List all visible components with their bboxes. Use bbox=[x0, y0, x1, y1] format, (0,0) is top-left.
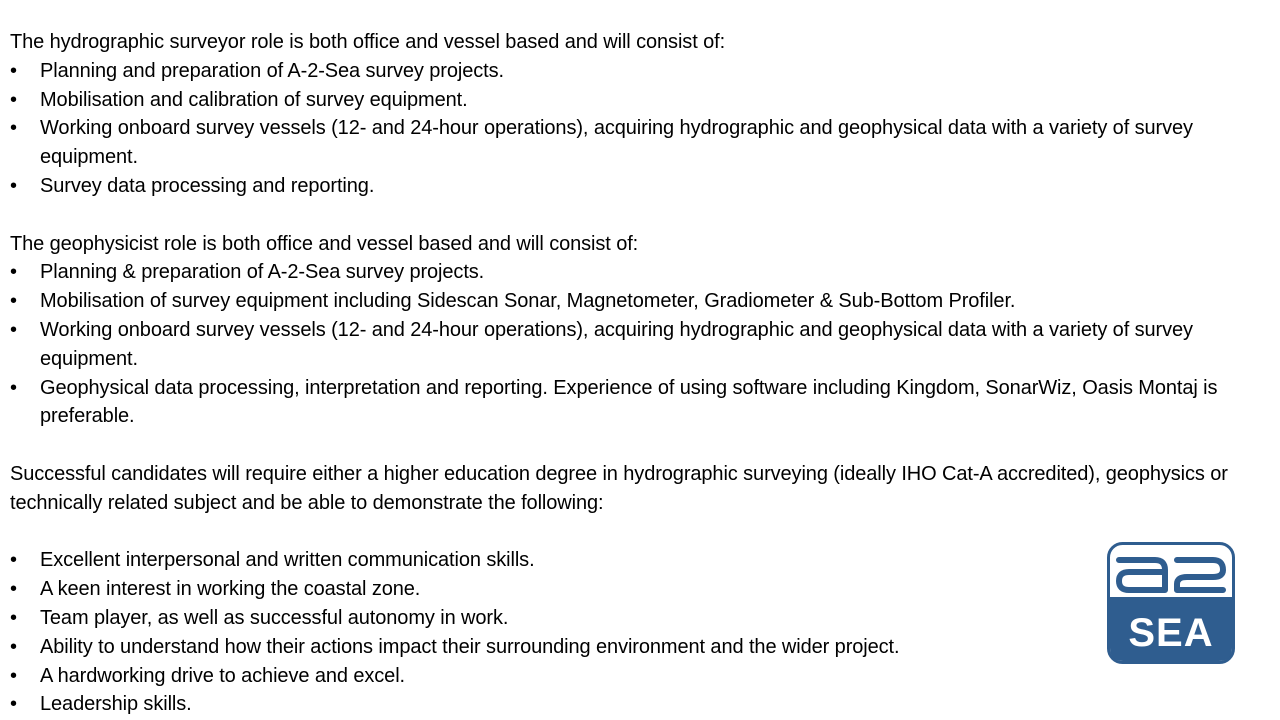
bullet-marker: • bbox=[10, 59, 17, 82]
list-item bbox=[10, 172, 1272, 201]
hydro-intro: The hydrographic surveyor role is both office and vessel based and will consist of: bbox=[10, 31, 726, 53]
list-item-text: A hardworking drive to achieve and excel. bbox=[40, 664, 406, 687]
hydro-bullet-list bbox=[10, 57, 1272, 201]
logo-sea-text: SEA bbox=[1128, 611, 1214, 655]
list-item bbox=[10, 374, 1250, 432]
list-item-text: Excellent interpersonal and written communication skills. bbox=[40, 549, 535, 572]
list-item-text: Mobilisation of survey equipment including Sidescan Sonar, Magnetometer, Gradiometer & Sub-Bottom Profiler. bbox=[40, 290, 1016, 313]
a2-sea-logo bbox=[1107, 542, 1235, 664]
list-item-text: Survey data processing and reporting. bbox=[40, 174, 375, 197]
bullet-marker: • bbox=[10, 635, 17, 658]
list-item bbox=[10, 690, 1130, 719]
list-item bbox=[10, 546, 1130, 575]
list-item bbox=[10, 114, 1250, 172]
bullet-marker: • bbox=[10, 318, 17, 341]
bullet-marker: • bbox=[10, 290, 17, 313]
list-item bbox=[10, 316, 1250, 374]
candidates-bullet-list bbox=[10, 546, 1272, 719]
bullet-marker: • bbox=[10, 117, 17, 140]
list-item-text: Planning and preparation of A-2-Sea survey projects. bbox=[40, 59, 504, 82]
bullet-marker: • bbox=[10, 664, 17, 687]
bullet-marker: • bbox=[10, 606, 17, 629]
list-item bbox=[10, 633, 1130, 662]
bullet-marker: • bbox=[10, 693, 17, 716]
list-item-text: Leadership skills. bbox=[40, 693, 192, 716]
candidates-intro: Successful candidates will require either a higher education degree in hydrographic surveying (ideally IHO Cat-A accredited), geophysics or technically related subject and be able to demonstrate the following: bbox=[10, 462, 1228, 514]
list-item-text: Working onboard survey vessels (12- and 24-hour operations), acquiring hydrographic and geophysical data with a variety of survey equipment. bbox=[40, 318, 1193, 370]
list-item-text: Ability to understand how their actions impact their surrounding environment and the wider project. bbox=[40, 635, 900, 658]
list-item-text: Geophysical data processing, interpretation and reporting. Experience of using software including Kingdom, SonarWiz, Oasis Montaj is preferable. bbox=[40, 376, 1218, 428]
bullet-marker: • bbox=[10, 376, 17, 399]
list-item bbox=[10, 604, 1130, 633]
spacer bbox=[10, 518, 1272, 547]
bullet-marker: • bbox=[10, 88, 17, 111]
list-item bbox=[10, 258, 1272, 287]
list-item bbox=[10, 662, 1130, 691]
bullet-marker: • bbox=[10, 261, 17, 284]
list-item bbox=[10, 575, 1130, 604]
bullet-marker: • bbox=[10, 549, 17, 572]
bullet-marker: • bbox=[10, 174, 17, 197]
bullet-marker: • bbox=[10, 578, 17, 601]
list-item bbox=[10, 57, 1272, 86]
spacer bbox=[10, 201, 1272, 230]
geo-intro: The geophysicist role is both office and vessel based and will consist of: bbox=[10, 232, 639, 255]
list-item bbox=[10, 287, 1272, 316]
list-item-text: A keen interest in working the coastal zone. bbox=[40, 578, 421, 601]
spacer bbox=[10, 431, 1272, 460]
list-item bbox=[10, 86, 1272, 115]
list-item-text: Working onboard survey vessels (12- and 24-hour operations), acquiring hydrographic and geophysical data with a variety of survey equipment. bbox=[40, 117, 1193, 169]
list-item-text: Team player, as well as successful autonomy in work. bbox=[40, 606, 509, 629]
list-item-text: Mobilisation and calibration of survey equipment. bbox=[40, 88, 468, 111]
list-item-text: Planning & preparation of A-2-Sea survey projects. bbox=[40, 261, 485, 284]
geo-bullet-list bbox=[10, 258, 1272, 431]
document-body bbox=[10, 28, 1272, 719]
